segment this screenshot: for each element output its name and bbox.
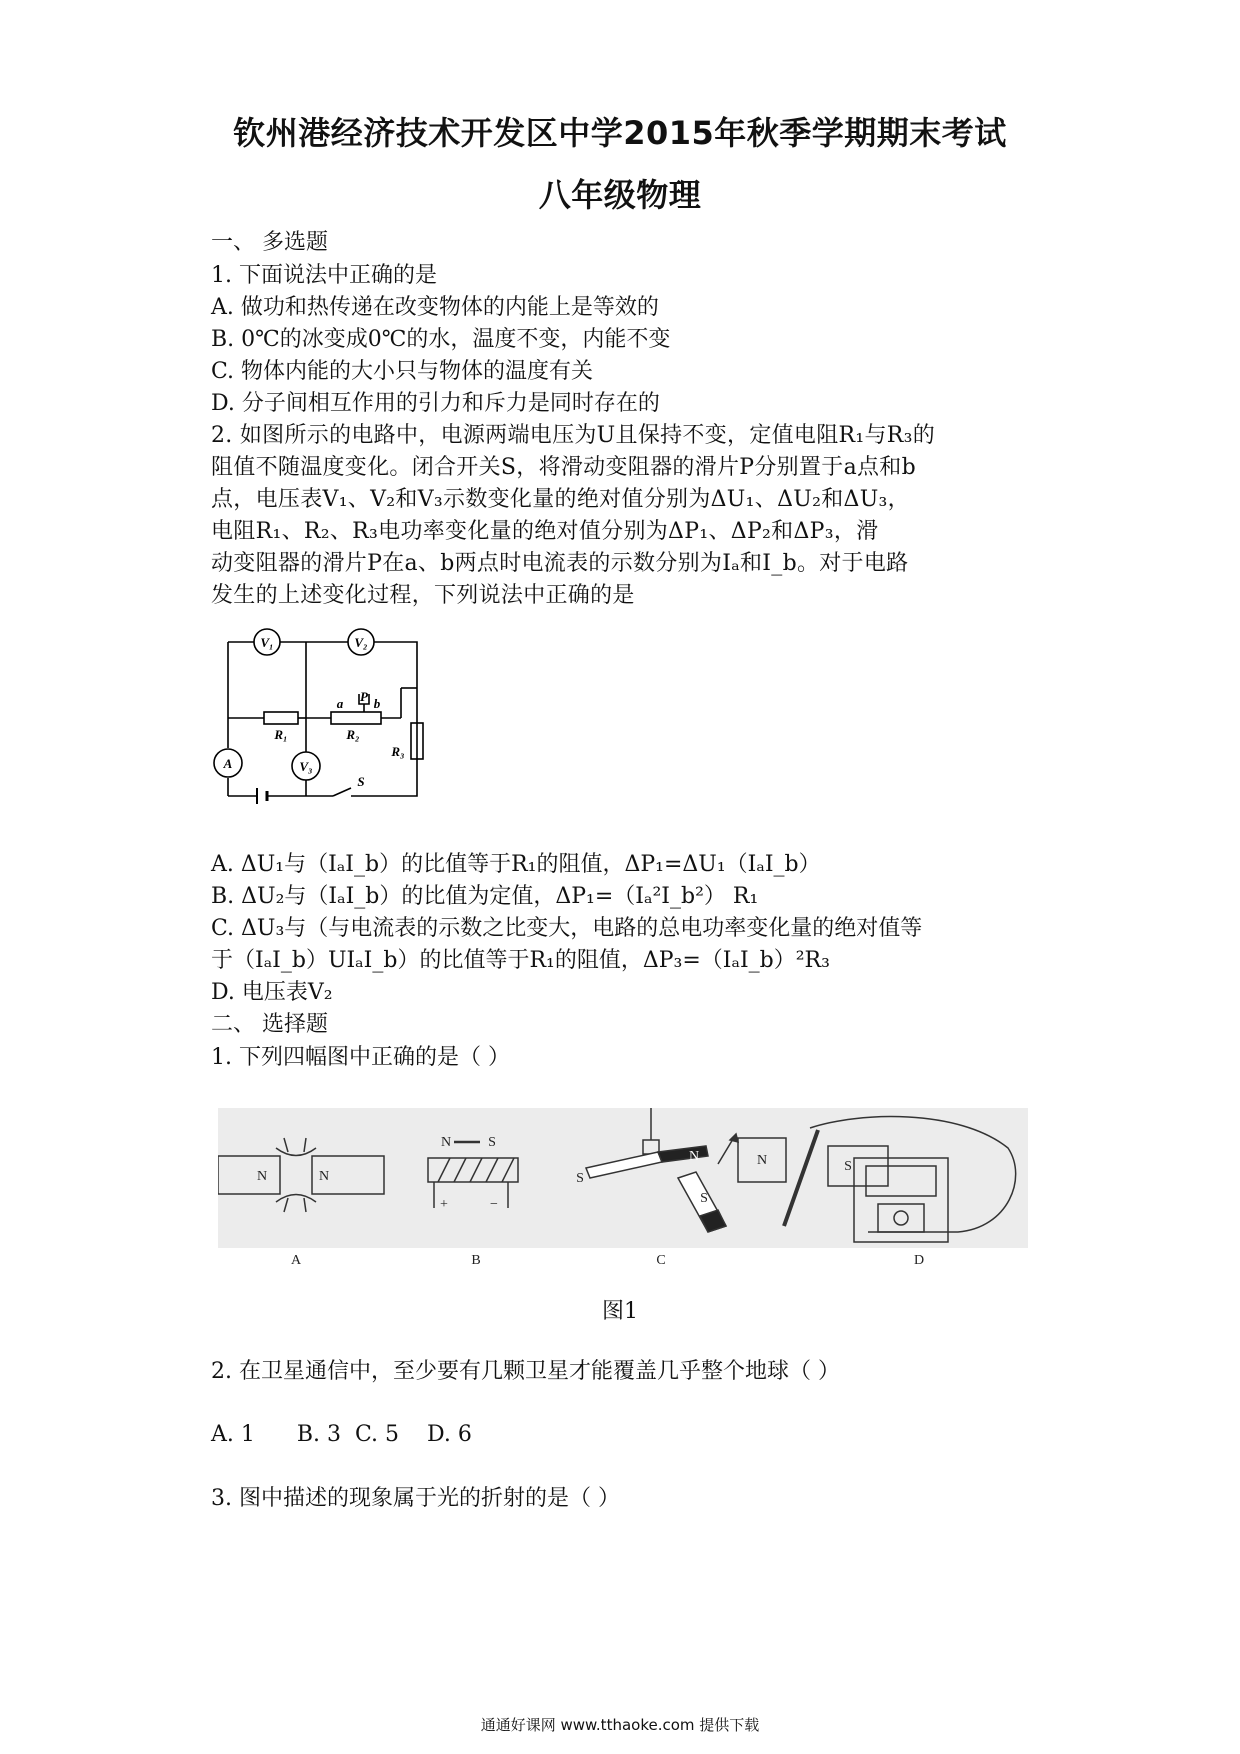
r2-label: R₂ (346, 727, 360, 742)
exam-subtitle: 八年级物理 (538, 176, 702, 214)
fig-label-b: B (471, 1253, 481, 1268)
q2-option-b: B. ΔU₂与（IₐI_b）的比值为定值，ΔP₁=（Iₐ²I_b²） R₁ (211, 884, 759, 909)
q1-stem: 1. 下面说法中正确的是 (211, 263, 437, 288)
point-a-label: a (336, 696, 344, 711)
s2-q2-options: A. 1 B. 3 C. 5 D. 6 (211, 1422, 472, 1447)
q1-option-b: B. 0℃的冰变成0℃的水，温度不变，内能不变 (211, 327, 671, 352)
fig-b-s: S (488, 1135, 496, 1150)
s2-q3-stem: 3. 图中描述的现象属于光的折射的是（ ） (211, 1486, 620, 1511)
q2-stem-line: 发生的上述变化过程，下列说法中正确的是 (211, 583, 635, 608)
q2-stem-line: 2. 如图所示的电路中，电源两端电压为U且保持不变，定值电阻R₁与R₃的 (211, 423, 936, 448)
q1-option-a: A. 做功和热传递在改变物体的内能上是等效的 (211, 295, 659, 320)
fig-c-s: S (576, 1171, 584, 1186)
fig-d-n: N (756, 1153, 768, 1168)
exam-title: 钦州港经济技术开发区中学2015年秋季学期期末考试 (233, 114, 1007, 152)
circuit-diagram (211, 628, 431, 808)
section1-heading: 一、 多选题 (211, 230, 328, 255)
q2-stem-line: 电阻R₁、R₂、R₃电功率变化量的绝对值分别为ΔP₁、ΔP₂和ΔP₃，滑 (211, 519, 879, 544)
q2-option-d: D. 电压表V₂ (211, 980, 333, 1005)
s2-q1-stem: 1. 下列四幅图中正确的是（ ） (211, 1045, 510, 1070)
fig-b-plus: + (440, 1197, 448, 1212)
figure-caption: 图1 (602, 1299, 638, 1324)
s2-q2-stem: 2. 在卫星通信中，至少要有几颗卫星才能覆盖几乎整个地球（ ） (211, 1359, 840, 1384)
fig-a-n-left: N (256, 1169, 268, 1184)
v2-label: V₂ (354, 635, 368, 650)
fig-label-c: C (656, 1253, 666, 1268)
q2-stem-line: 动变阻器的滑片P在a、b两点时电流表的示数分别为Iₐ和I_b。对于电路 (211, 551, 909, 576)
fig-d-s: S (844, 1159, 852, 1174)
slider-p-label: P (360, 689, 368, 704)
v1-label: V₁ (260, 635, 274, 650)
page-footer: 通通好课网 www.tthaoke.com 提供下载 (480, 1716, 760, 1734)
fig-label-a: A (290, 1253, 302, 1268)
fig-a-n-right: N (318, 1169, 330, 1184)
figure-1 (218, 1108, 1028, 1268)
v3-label: V₃ (299, 759, 313, 774)
fig-b-n: N (440, 1135, 452, 1150)
r1-label: R₁ (274, 727, 288, 742)
switch-s-label: S (357, 774, 365, 789)
section2-heading: 二、 选择题 (211, 1012, 328, 1037)
q1-option-c: C. 物体内能的大小只与物体的温度有关 (211, 359, 594, 384)
q1-option-d: D. 分子间相互作用的引力和斥力是同时存在的 (211, 391, 660, 416)
ammeter-label: A (223, 756, 233, 771)
r3-label: R₃ (391, 744, 405, 759)
q2-option-c-cont: 于（IₐI_b）UIₐI_b）的比值等于R₁的阻值，ΔP₃=（IₐI_b）²R₃ (211, 948, 830, 973)
q2-option-c: C. ΔU₃与（与电流表的示数之比变大，电路的总电功率变化量的绝对值等 (211, 916, 923, 941)
point-b-label: b (373, 696, 381, 711)
q2-option-a: A. ΔU₁与（IₐI_b）的比值等于R₁的阻值，ΔP₁=ΔU₁（IₐI_b） (211, 852, 821, 877)
fig-b-minus: − (490, 1197, 498, 1212)
q2-stem-line: 阻值不随温度变化。闭合开关S，将滑动变阻器的滑片P分别置于a点和b (211, 455, 916, 480)
fig-c-n: N (688, 1149, 700, 1164)
fig-c-s2: S (700, 1191, 708, 1206)
fig-label-d: D (913, 1253, 925, 1268)
q2-stem-line: 点，电压表V₁、V₂和V₃示数变化量的绝对值分别为ΔU₁、ΔU₂和ΔU₃， (211, 487, 910, 512)
